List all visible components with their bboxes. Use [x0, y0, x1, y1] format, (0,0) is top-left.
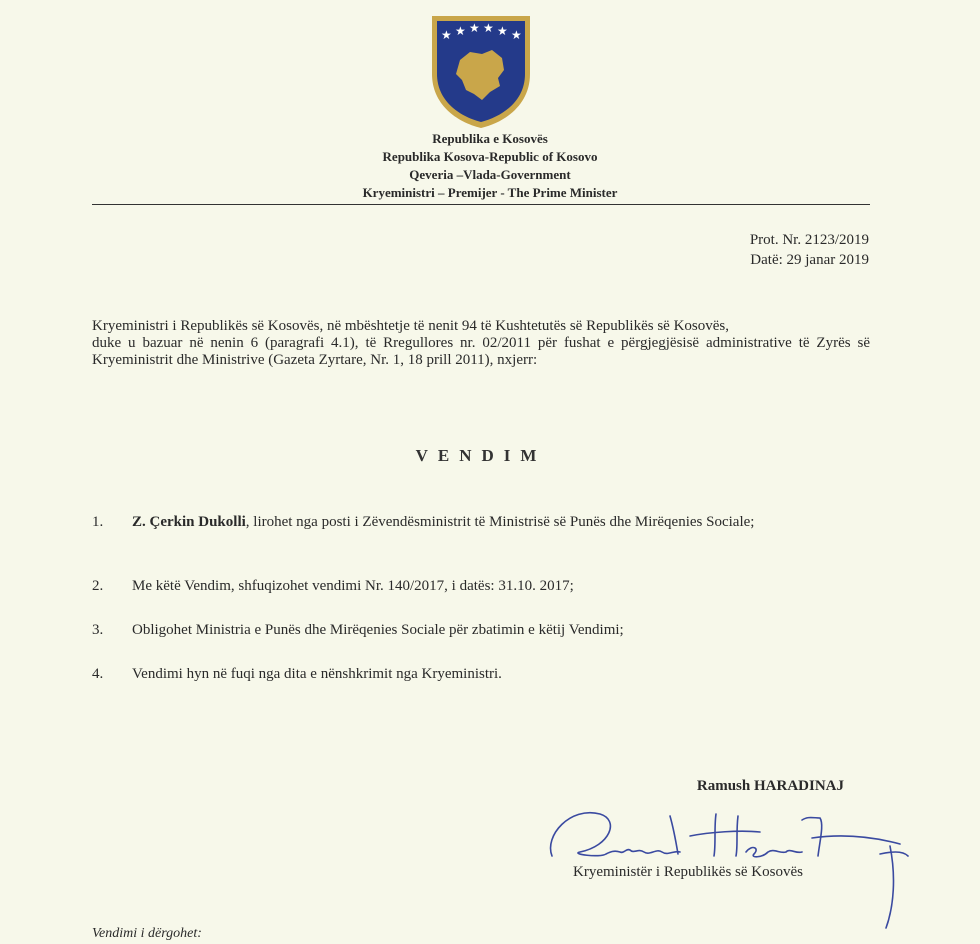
svg-text:★: ★ — [511, 28, 522, 42]
protocol-block — [750, 230, 869, 270]
svg-text:★: ★ — [455, 24, 466, 38]
item-text: Vendimi hyn në fuqi nga dita e nënshkrimit nga Kryeministri. — [132, 666, 502, 682]
header-line-4: Kryeministri – Premijer - The Prime Minister — [362, 185, 618, 200]
svg-text:★: ★ — [483, 21, 494, 35]
item-number: 4. — [92, 666, 104, 682]
kosovo-coat-of-arms-icon — [426, 12, 536, 132]
svg-text:★: ★ — [497, 24, 508, 38]
header-divider — [92, 204, 870, 205]
item-number: 1. — [92, 514, 104, 530]
letterhead — [0, 130, 980, 202]
item-text: Me këtë Vendim, shfuqizohet vendimi Nr. 140/2017, i datës: 31.10. 2017; — [132, 578, 574, 594]
signer-name: Ramush HARADINAJ — [696, 778, 844, 794]
item-number: 3. — [92, 622, 104, 638]
preamble-paragraph-1: Kryeministri i Republikës së Kosovës, në mbështetje të nenit 94 të Kushtetutës së Republikës së Kosovës, — [92, 318, 729, 334]
svg-text:★: ★ — [441, 28, 452, 42]
preamble — [92, 318, 870, 369]
svg-text:★: ★ — [469, 21, 480, 35]
header-line-3: Qeveria –Vlada-Government — [409, 167, 571, 182]
decision-title: VENDIM — [415, 446, 547, 465]
item-bold-name: Z. Çerkin Dukolli — [132, 514, 246, 530]
item-number: 2. — [92, 578, 104, 594]
item-text: Obligohet Ministria e Punës dhe Mirëqenies Sociale për zbatimin e këtij Vendimi; — [132, 622, 624, 638]
header-line-1: Republika e Kosovës — [432, 131, 548, 146]
protocol-date: Datë: 29 janar 2019 — [750, 252, 869, 268]
protocol-number: Prot. Nr. 2123/2019 — [749, 232, 869, 248]
item-body: , lirohet nga posti i Zëvendësministrit të Ministrisë së Punës dhe Mirëqenies Sociale; — [245, 514, 755, 530]
distribution-label: Vendimi i dërgohet: — [92, 926, 202, 941]
item-text — [132, 514, 870, 531]
preamble-paragraph-2: duke u bazuar në nenin 6 (paragrafi 4.1), të Rregullores nr. 02/2011 për fushat e përgjegjësisë administrative të Zyrës së Kryeministrit dhe Ministrive (Gazeta Zyrtare, Nr. 1, 18 prill 2011), nxjerr: — [92, 335, 870, 368]
signer-title: Kryeministër i Republikës së Kosovës — [573, 864, 803, 880]
header-line-2: Republika Kosova-Republic of Kosovo — [382, 149, 598, 164]
